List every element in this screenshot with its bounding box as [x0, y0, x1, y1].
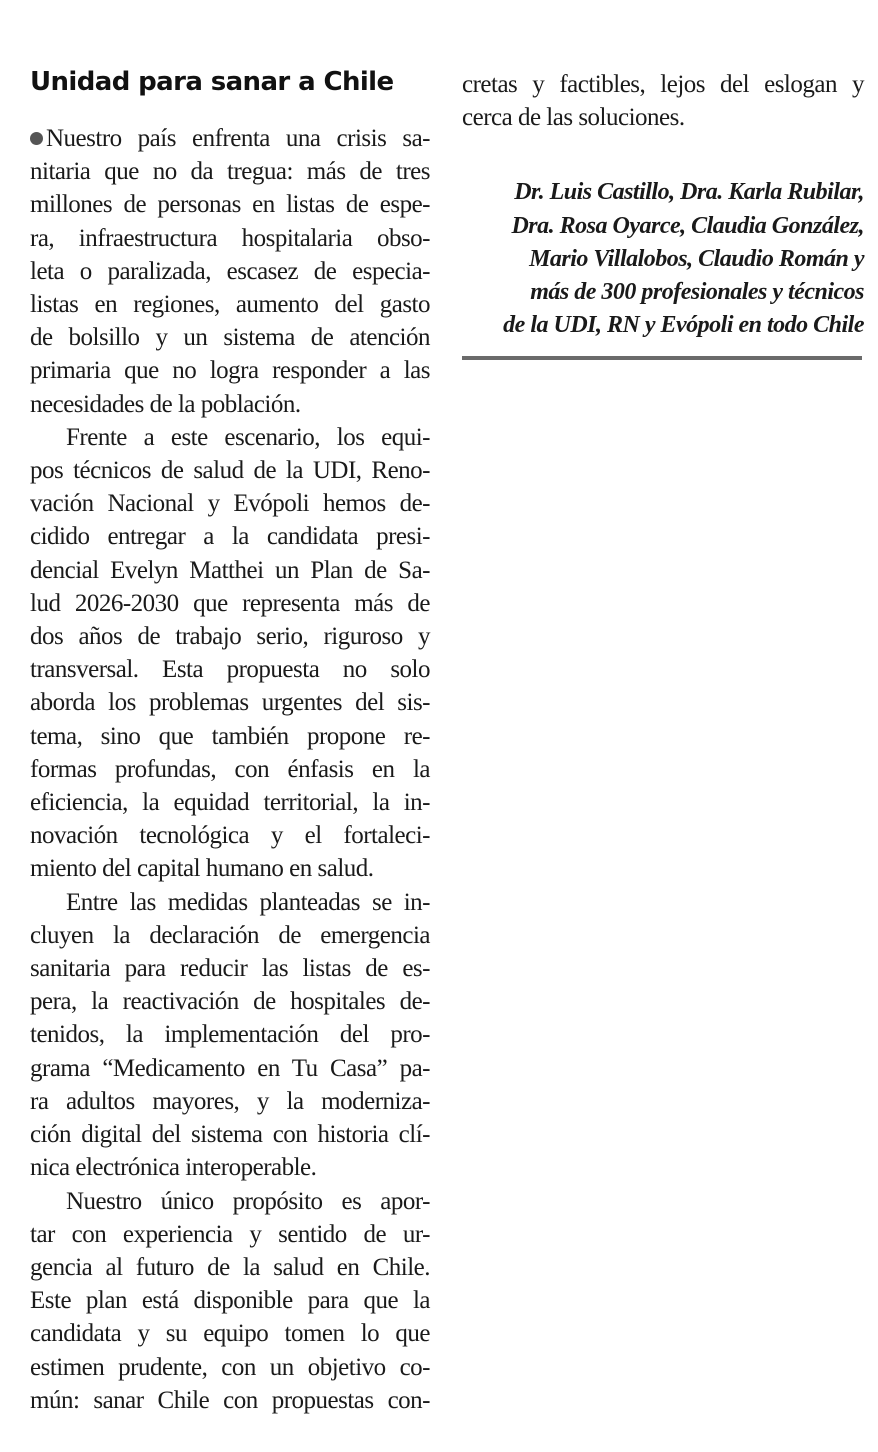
- body-line: lud 2026-2030 que representa más de: [30, 589, 430, 617]
- body-line: Nuestro único propósito es apor-: [66, 1187, 430, 1215]
- signature-line: Dr. Luis Castillo, Dra. Karla Rubilar,: [514, 179, 864, 206]
- signature-line: Dra. Rosa Oyarce, Claudia González,: [511, 212, 864, 239]
- letter-body-continued: [462, 68, 864, 134]
- body-line: eficiencia, la equidad territorial, la in-: [30, 789, 430, 817]
- body-line: pos técnicos de salud de la UDI, Reno-: [30, 457, 430, 485]
- body-line: aborda los problemas urgentes del sis-: [30, 689, 430, 717]
- body-line: ra, infraestructura hospitalaria obso-: [30, 224, 430, 252]
- body-line: cretas y factibles, lejos del eslogan y: [462, 71, 864, 98]
- body-line: candidata y su equipo tomen lo que: [30, 1320, 430, 1348]
- body-line: leta o paralizada, escasez de especia-: [30, 257, 430, 285]
- body-line: dencial Evelyn Matthei un Plan de Sa-: [30, 556, 430, 584]
- body-line: Entre las medidas planteadas se in-: [66, 888, 430, 916]
- body-line: tema, sino que también propone re-: [30, 722, 430, 750]
- body-line: cerca de las soluciones.: [462, 104, 685, 132]
- right-column: [462, 68, 864, 342]
- body-line: ra adultos mayores, y la moderniza-: [30, 1087, 430, 1115]
- headline: Unidad para sanar a Chile: [30, 67, 394, 97]
- bullet-icon: [30, 132, 43, 145]
- section-divider: [462, 356, 862, 360]
- body-line: novación tecnológica y el fortaleci-: [30, 822, 430, 850]
- body-line: de bolsillo y un sistema de atención: [30, 324, 430, 352]
- paragraph-4: [30, 1185, 430, 1417]
- body-line: ción digital del sistema con historia clí-: [30, 1121, 430, 1149]
- signature-line: Mario Villalobos, Claudio Román y: [529, 245, 864, 272]
- body-line: tar con experiencia y sentido de ur-: [30, 1220, 430, 1248]
- body-line: formas profundas, con énfasis en la: [30, 755, 430, 783]
- body-line: mún: sanar Chile con propuestas con-: [30, 1386, 430, 1414]
- body-line: nitaria que no da tregua: más de tres: [30, 158, 430, 186]
- body-line: cluyen la declaración de emergencia: [30, 921, 430, 949]
- left-column: [30, 64, 430, 1417]
- body-line: gencia al futuro de la salud en Chile.: [30, 1253, 430, 1281]
- body-line: listas en regiones, aumento del gasto: [30, 291, 430, 319]
- paragraph-1: [30, 122, 430, 421]
- body-line: nica electrónica interoperable.: [30, 1154, 317, 1182]
- body-line: miento del capital humano en salud.: [30, 855, 374, 883]
- body-line: estimen prudente, con un objetivo co-: [30, 1353, 430, 1381]
- body-line: pera, la reactivación de hospitales de-: [30, 988, 430, 1016]
- letter-body: [30, 122, 430, 1417]
- body-line: millones de personas en listas de espe-: [30, 191, 430, 219]
- body-line: sanitaria para reducir las listas de es-: [30, 955, 430, 983]
- body-line: grama “Medicamento en Tu Casa” pa-: [30, 1054, 430, 1082]
- body-line: tenidos, la implementación del pro-: [30, 1021, 430, 1049]
- signature-line: más de 300 profesionales y técnicos: [530, 279, 864, 306]
- body-line: vación Nacional y Evópoli hemos de-: [30, 490, 430, 518]
- body-line: primaria que no logra responder a las: [30, 357, 430, 385]
- body-line: transversal. Esta propuesta no solo: [30, 656, 430, 684]
- body-line: Nuestro país enfrenta una crisis sa-: [30, 122, 430, 155]
- body-line: necesidades de la población.: [30, 390, 301, 418]
- body-line: Frente a este escenario, los equi-: [66, 423, 430, 451]
- signature-block: [462, 176, 864, 342]
- body-line: cidido entregar a la candidata presi-: [30, 523, 430, 551]
- signature-line: de la UDI, RN y Evópoli en todo Chile: [503, 312, 864, 339]
- paragraph-2: [30, 421, 430, 886]
- body-line: dos años de trabajo serio, riguroso y: [30, 623, 430, 651]
- paragraph-3: [30, 886, 430, 1185]
- body-line: Este plan está disponible para que la: [30, 1287, 430, 1315]
